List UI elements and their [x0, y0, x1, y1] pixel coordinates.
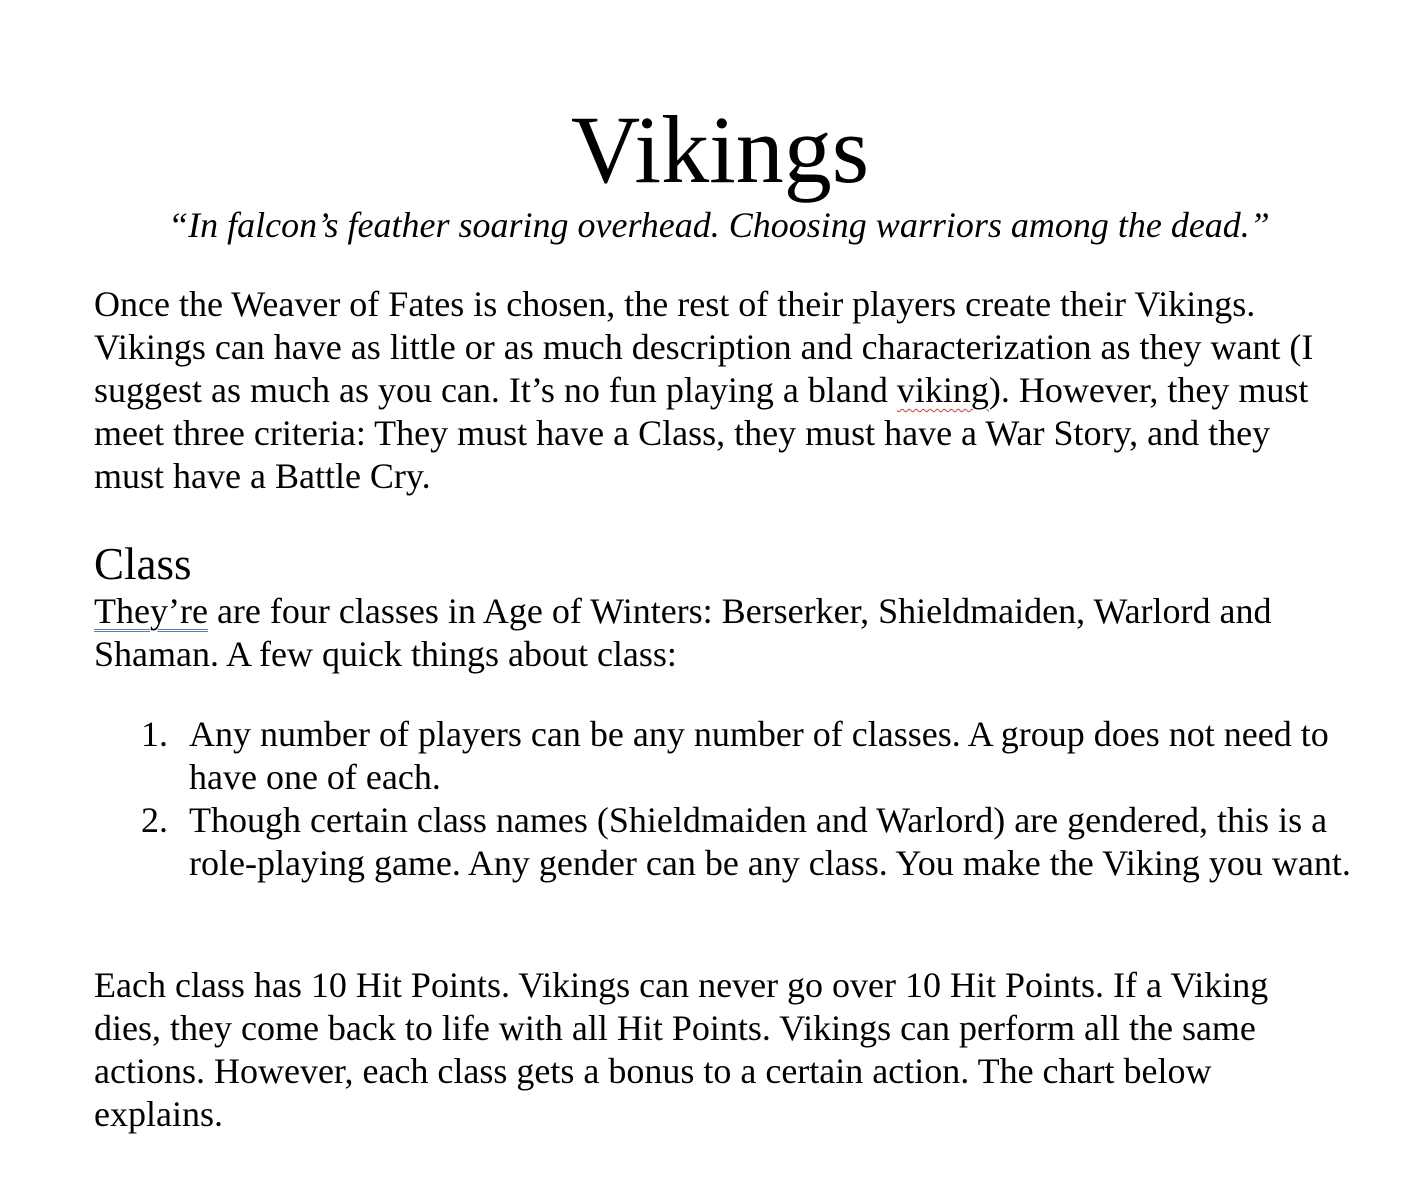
spellcheck-flagged-word[interactable]: viking — [896, 370, 989, 410]
epigraph-quote: “In falcon’s feather soaring overhead. Choosing warriors among the dead.” — [168, 205, 1270, 245]
list-item-text: Any number of players can be any number of classes. A group does not need to have one of each. — [189, 714, 1329, 797]
list-item-number: 2. — [141, 800, 168, 840]
intro-text-part-2: ). However, they must meet three criteria: They must have a Class, they must have a War Story, and they must have a Battle Cry. — [94, 370, 1309, 496]
list-item-text: Though certain class names (Shieldmaiden and Warlord) are gendered, this is a role-playing game. Any gender can be any class. You make the Viking you want. — [189, 800, 1351, 883]
list-item — [94, 799, 1354, 885]
class-intro-paragraph — [94, 590, 1344, 676]
intro-paragraph — [94, 283, 1344, 498]
class-facts-list — [94, 713, 1354, 885]
grammar-flagged-word[interactable]: They’re — [94, 591, 208, 631]
page-title: Vikings — [570, 96, 870, 203]
intro-text-part-1: Once the Weaver of Fates is chosen, the rest of their players create their Vikings. Vikings can have as little or as much description and characterization as they want (I suggest as much as you can. It’s no fun playing a bland — [94, 284, 1314, 410]
hit-points-paragraph: Each class has 10 Hit Points. Vikings can never go over 10 Hit Points. If a Viking dies, they come back to life with all Hit Points. Vikings can perform all the same actions. However, each class gets a bonus to a certain action. The chart below explains. — [94, 965, 1269, 1134]
section-heading-class: Class — [94, 539, 192, 589]
list-item — [94, 713, 1354, 799]
class-intro-text: are four classes in Age of Winters: Berserker, Shieldmaiden, Warlord and Shaman. A few quick things about class: — [94, 591, 1272, 674]
list-item-number: 1. — [141, 714, 168, 754]
